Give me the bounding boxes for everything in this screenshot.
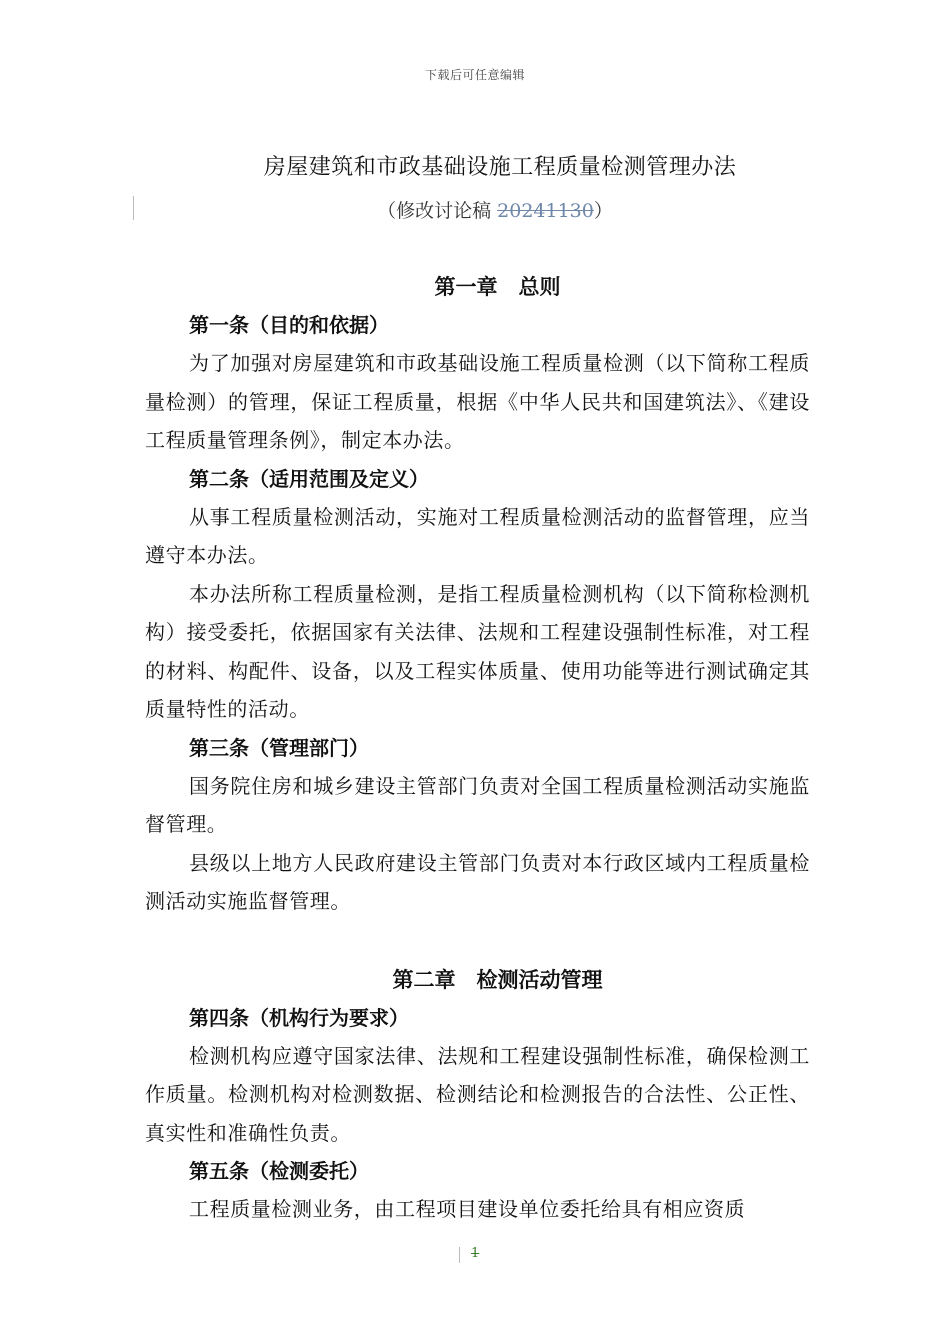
article-1-paragraph-1: 为了加强对房屋建筑和市政基础设施工程质量检测（以下简称工程质量检测）的管理，保证工程质量，根据《中华人民共和国建筑法》、《建设工程质量管理条例》，制定本办法。 <box>145 351 810 452</box>
header-note: 下载后可任意编辑 <box>424 68 525 82</box>
article-3-paragraph-1: 国务院住房和城乡建设主管部门负责对全国工程质量检测活动实施监督管理。 <box>145 773 810 836</box>
article-2-paragraph-1: 从事工程质量检测活动，实施对工程质量检测活动的监督管理，应当遵守本办法。 <box>145 504 810 567</box>
document-title: 房屋建筑和市政基础设施工程质量检测管理办法 <box>263 155 737 180</box>
subtitle-date: 20241130 <box>497 200 594 222</box>
article-2-paragraph-2: 本办法所称工程质量检测，是指工程质量检测机构（以下简称检测机构）接受委托，依据国家有关法律、法规和工程建设强制性标准，对工程的材料、构配件、设备，以及工程实体质量、使用功能等进行测试确定其质量特性的活动。 <box>145 581 810 721</box>
document-subtitle <box>0 198 950 224</box>
article-3-paragraph-2: 县级以上地方人民政府建设主管部门负责对本行政区域内工程质量检测活动实施监督管理。 <box>145 850 810 913</box>
article-1-heading: 第一条（目的和依据） <box>189 313 389 337</box>
chapter-spacer <box>145 921 810 961</box>
subtitle-close: ） <box>593 200 613 222</box>
article-5-paragraph-1: 工程质量检测业务，由工程项目建设单位委托给具有相应资质 <box>189 1197 746 1221</box>
article-4-heading: 第四条（机构行为要求） <box>189 1005 409 1030</box>
subtitle-open: （修改讨论稿 <box>377 200 498 222</box>
document-body <box>145 268 810 1229</box>
article-3-heading: 第三条（管理部门） <box>189 735 369 760</box>
article-2-heading: 第二条（适用范围及定义） <box>189 466 429 491</box>
footer-divider <box>459 1247 460 1263</box>
chapter-1-title: 第一章 总则 <box>434 274 561 299</box>
article-4-paragraph-1: 检测机构应遵守国家法律、法规和工程建设强制性标准，确保检测工作质量。检测机构对检测数据、检测结论和检测报告的合法性、公正性、真实性和准确性负责。 <box>145 1043 810 1145</box>
chapter-2-title: 第二章 检测活动管理 <box>392 966 603 992</box>
page-number: 1 <box>471 1246 480 1261</box>
article-5-heading: 第五条（检测委托） <box>189 1159 369 1183</box>
